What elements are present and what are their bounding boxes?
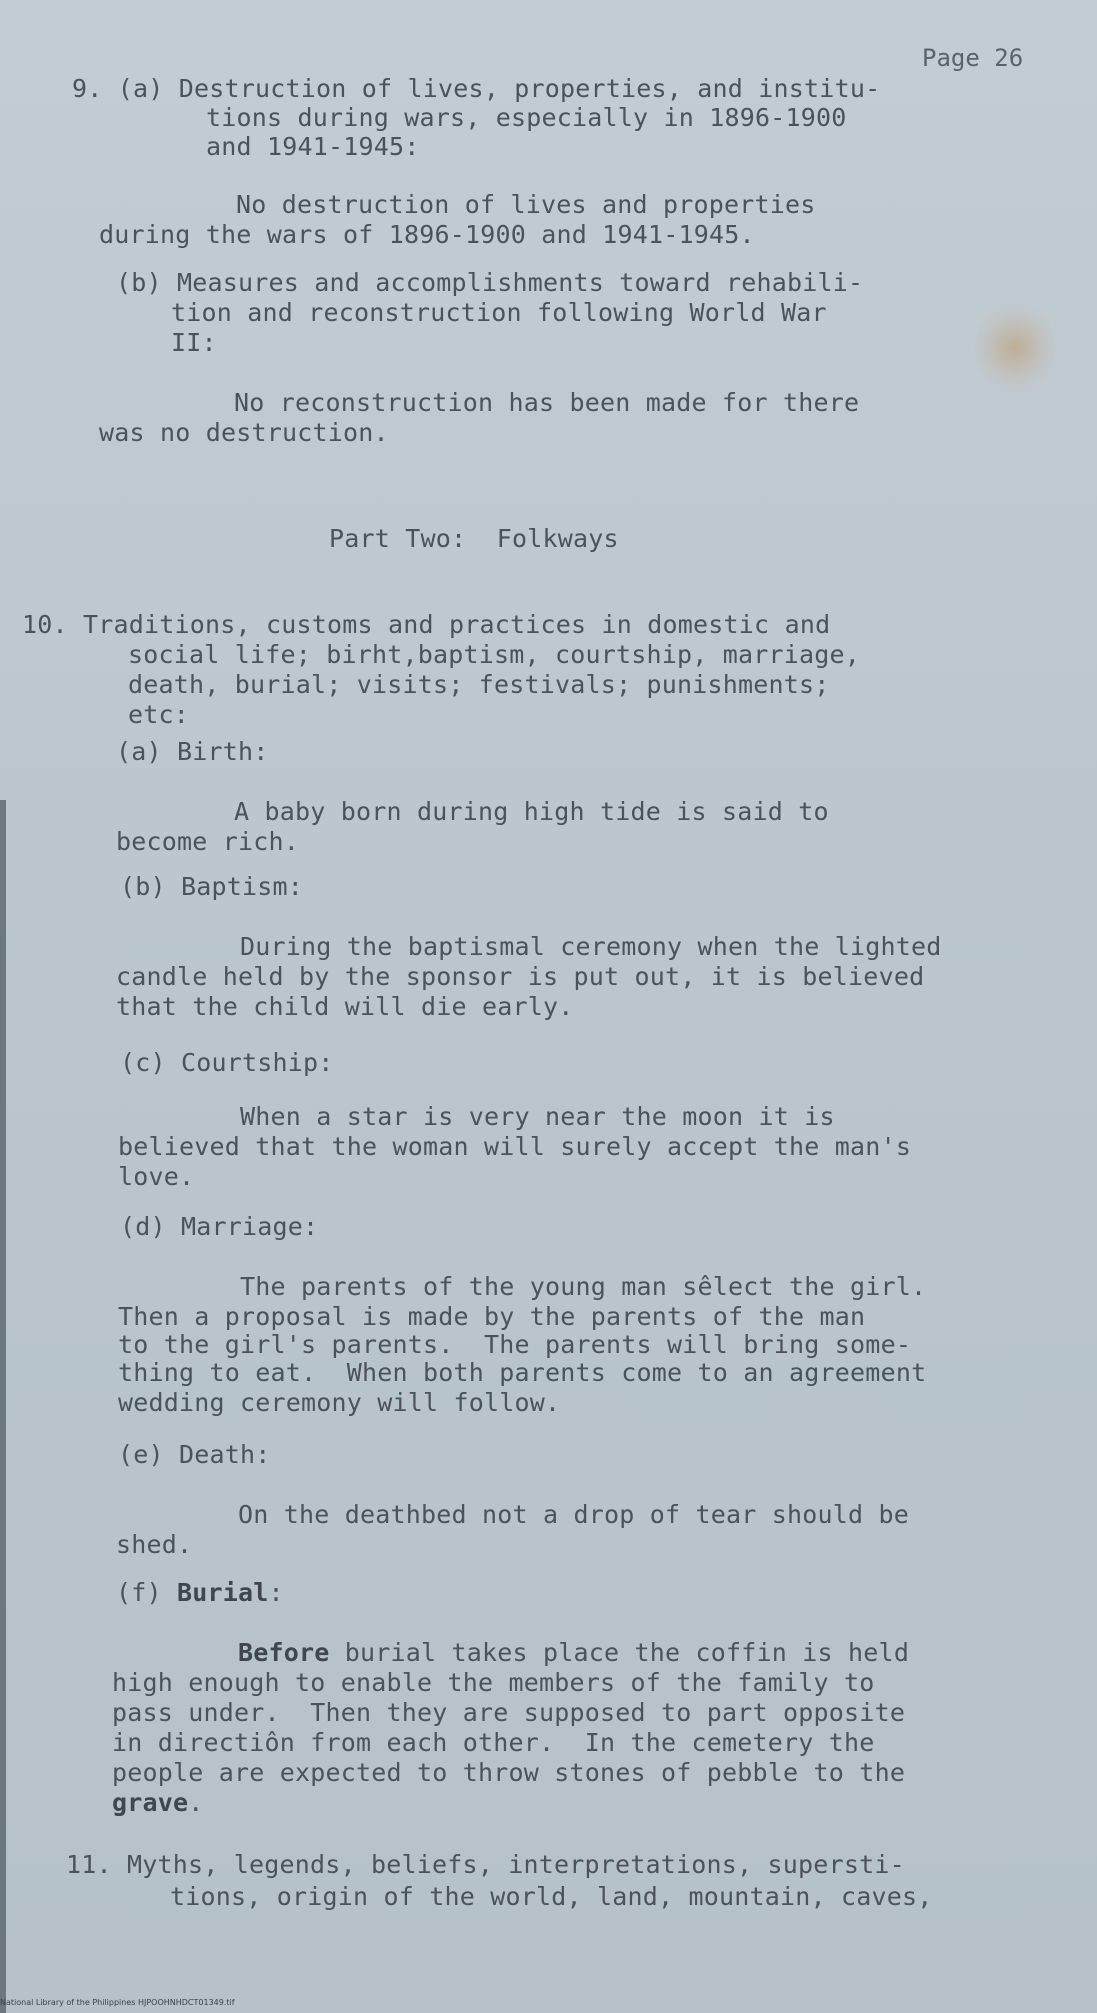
- marriage-text-5: wedding ceremony will follow.: [118, 1388, 561, 1417]
- q10-line-2: social life; birht,baptism, courtship, marriage,: [128, 640, 861, 669]
- q9b-line-1: (b) Measures and accomplishments toward rehabili-: [116, 268, 864, 297]
- burial-label: [116, 1578, 284, 1608]
- courtship-text-1: When a star is very near the moon it is: [240, 1102, 835, 1131]
- baptism-text-3: that the child will die early.: [116, 992, 574, 1021]
- q9a-answer-2: during the wars of 1896-1900 and 1941-1945.: [99, 220, 755, 249]
- death-label: (e) Death:: [118, 1440, 271, 1469]
- death-text-2: shed.: [116, 1530, 193, 1559]
- birth-text-2: become rich.: [116, 827, 300, 856]
- burial-text-5: people are expected to throw stones of pebble to the: [112, 1758, 906, 1787]
- burial-label-prefix: (f): [116, 1578, 178, 1607]
- page-edge-shadow: [0, 800, 6, 2013]
- baptism-label: (b) Baptism:: [120, 872, 304, 901]
- baptism-text-2: candle held by the sponsor is put out, it is believed: [116, 962, 925, 991]
- burial-text-3: pass under. Then they are supposed to part opposite: [112, 1698, 906, 1727]
- q10-line-1: 10. Traditions, customs and practices in domestic and: [22, 610, 831, 639]
- courtship-text-3: love.: [118, 1162, 195, 1191]
- burial-last-word: grave: [112, 1788, 189, 1817]
- q9b-answer-2: was no destruction.: [99, 418, 389, 447]
- paper-stain: [975, 300, 1055, 395]
- part-two-heading: Part Two: Folkways: [329, 524, 619, 553]
- q9a-line-2: tions during wars, especially in 1896-1900: [206, 103, 847, 132]
- birth-label: (a) Birth:: [116, 737, 269, 766]
- burial-label-suffix: :: [268, 1578, 284, 1607]
- marriage-text-3: to the girl's parents. The parents will bring some-: [118, 1330, 912, 1359]
- marriage-text-4: thing to eat. When both parents come to an agreement: [118, 1358, 927, 1387]
- q9a-answer-1: No destruction of lives and properties: [236, 190, 816, 219]
- page-number: Page 26: [922, 44, 1024, 72]
- marriage-label: (d) Marriage:: [120, 1212, 319, 1241]
- q9a-line-1: 9. (a) Destruction of lives, properties, and institu-: [72, 74, 881, 103]
- burial-last-punct: .: [188, 1788, 204, 1817]
- burial-text-1: [238, 1638, 909, 1668]
- q11-line-2: tions, origin of the world, land, mountain, caves,: [170, 1882, 933, 1911]
- burial-text-4: in directiôn from each other. In the cemetery the: [112, 1728, 875, 1757]
- q11-line-1: 11. Myths, legends, beliefs, interpretations, supersti-: [66, 1850, 905, 1879]
- q9b-line-2: tion and reconstruction following World War: [171, 298, 827, 327]
- death-text-1: On the deathbed not a drop of tear should be: [238, 1500, 910, 1529]
- baptism-text-1: During the baptismal ceremony when the lighted: [240, 932, 942, 961]
- q9b-line-3: II:: [171, 328, 217, 357]
- burial-text-6: [112, 1788, 204, 1818]
- q10-line-3: death, burial; visits; festivals; punishments;: [128, 670, 830, 699]
- marriage-text-2: Then a proposal is made by the parents of the man: [118, 1302, 866, 1331]
- q9b-answer-1: No reconstruction has been made for there: [234, 388, 860, 417]
- footer-caption: National Library of the Philippines HJPOOHNHDCT01349.tif: [0, 1998, 235, 2007]
- marriage-text-1: The parents of the young man sêlect the girl.: [240, 1272, 927, 1301]
- birth-text-1: A baby born during high tide is said to: [234, 797, 829, 826]
- burial-line1-rest: burial takes place the coffin is held: [329, 1638, 910, 1667]
- burial-text-2: high enough to enable the members of the family to: [112, 1668, 875, 1697]
- courtship-text-2: believed that the woman will surely accept the man's: [118, 1132, 912, 1161]
- q10-line-4: etc:: [128, 700, 190, 729]
- burial-label-word: Burial: [177, 1578, 269, 1607]
- q9a-line-3: and 1941-1945:: [206, 132, 420, 161]
- courtship-label: (c) Courtship:: [120, 1048, 334, 1077]
- burial-first-word: Before: [238, 1638, 330, 1667]
